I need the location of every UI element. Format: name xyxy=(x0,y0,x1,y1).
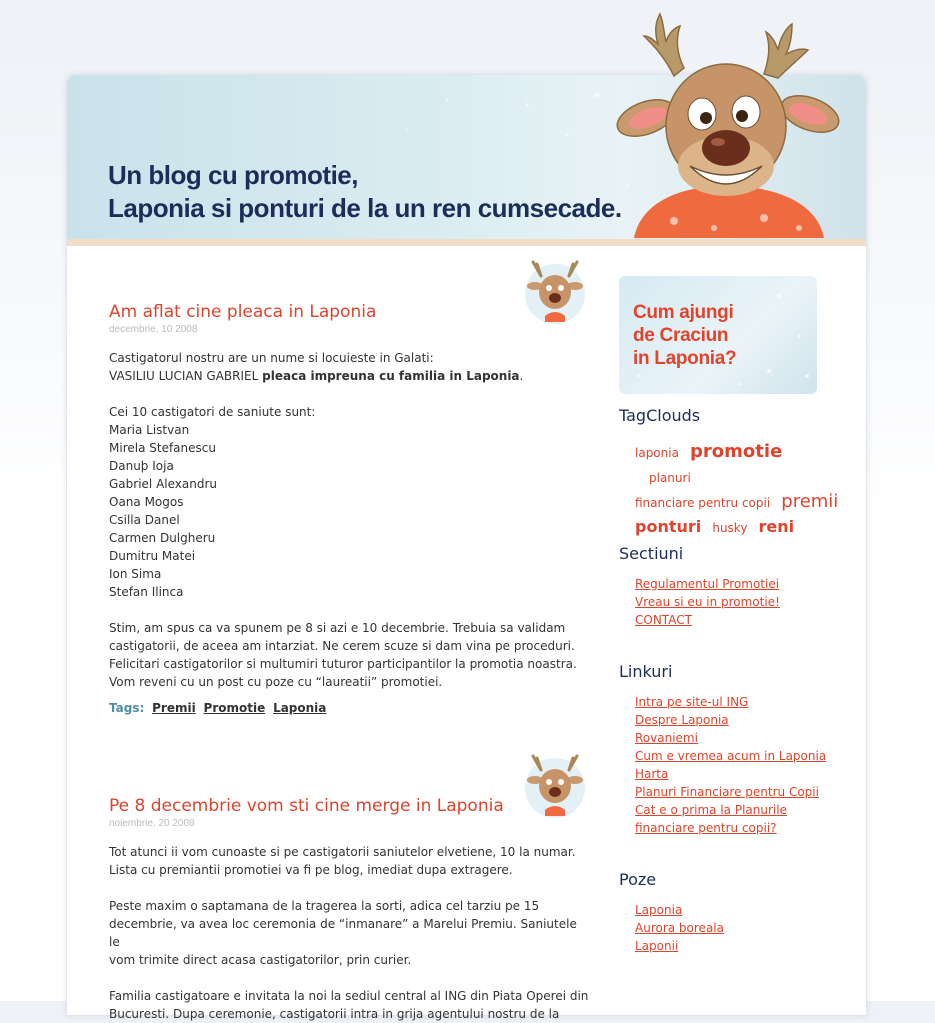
poze-heading: Poze xyxy=(619,870,657,889)
list-item: Gabriel Alexandru xyxy=(109,477,217,491)
blog-post xyxy=(109,302,589,715)
tag-link[interactable]: promotie xyxy=(690,441,783,462)
tagline-line2: Laponia si ponturi de la un ren cumsecade. xyxy=(108,193,622,223)
promo-text xyxy=(633,301,736,370)
sidebar-link[interactable]: Vreau si eu in promotie! xyxy=(635,595,780,609)
tag-link[interactable]: ponturi xyxy=(635,517,702,536)
sidebar-link[interactable]: Intra pe site-ul ING xyxy=(635,695,749,709)
list-item: Maria Listvan xyxy=(109,423,190,437)
winner-end: . xyxy=(519,369,524,383)
tag-cloud xyxy=(635,440,845,540)
header-divider xyxy=(67,239,866,246)
tag-link[interactable]: financiare pentru copii xyxy=(635,496,771,510)
sidebar-link[interactable]: CONTACT xyxy=(635,613,692,627)
sectiuni-list xyxy=(635,575,780,629)
sidebar-link[interactable]: Harta xyxy=(635,767,669,781)
sidebar-link[interactable]: Laponii xyxy=(635,939,679,953)
promo-line: Cum ajungi xyxy=(633,302,734,323)
sleds-heading: Cei 10 castigatori de saniute sunt: xyxy=(109,405,316,419)
poze-list xyxy=(635,901,724,955)
sidebar-link[interactable]: financiare pentru copii? xyxy=(635,821,777,835)
sidebar xyxy=(619,276,849,953)
post-line: castigatorii, de aceea am intarziat. Ne cerem scuze si dam vina pe proceduri. xyxy=(109,639,575,653)
post-line: Stim, am spus ca va spunem pe 8 si azi e 10 decembrie. Trebuia sa validam xyxy=(109,621,566,635)
tag-link[interactable]: planuri xyxy=(649,471,691,485)
blog-tagline xyxy=(108,159,622,225)
blog-post xyxy=(109,796,589,1023)
winner-name: VASILIU LUCIAN GABRIEL xyxy=(109,369,259,383)
post-paragraph xyxy=(109,367,589,385)
post-line: Tot atunci ii vom cunoaste si pe castigatorii saniutelor elvetiene, 10 la numar. xyxy=(109,845,576,859)
list-item: Danuþ Ioja xyxy=(109,459,174,473)
tagline-line1: Un blog cu promotie, xyxy=(108,160,358,190)
tag-link[interactable]: laponia xyxy=(635,446,679,460)
sidebar-link[interactable]: Rovaniemi xyxy=(635,731,698,745)
post-line: vom trimite direct acasa castigatorilor, prin curier. xyxy=(109,953,412,967)
sidebar-link[interactable]: Cat e o prima la Planurile xyxy=(635,803,787,817)
post-line: Familia castigatoare e invitata la noi la sediul central al ING din Piata Operei din xyxy=(109,989,589,1003)
promo-banner[interactable] xyxy=(619,276,817,394)
post-line: Vom reveni cu un post cu poze cu “laureatii” promotiei. xyxy=(109,675,443,689)
post-date: noiembrie, 20 2008 xyxy=(109,818,195,829)
sidebar-link[interactable]: Cum e vremea acum in Laponia xyxy=(635,749,827,763)
sectiuni-heading: Sectiuni xyxy=(619,544,684,563)
promo-line: in Laponia? xyxy=(633,348,737,369)
linkuri-list xyxy=(635,693,826,837)
post-paragraph: Castigatorul nostru are un nume si locuieste in Galati: xyxy=(109,351,434,365)
sidebar-link[interactable]: Laponia xyxy=(635,903,683,917)
post-body xyxy=(109,349,589,691)
tag-link[interactable]: husky xyxy=(712,521,748,535)
tag-link[interactable]: premii xyxy=(781,491,839,512)
tag-link[interactable]: Laponia xyxy=(273,701,327,715)
list-item: Oana Mogos xyxy=(109,495,184,509)
tagclouds-heading: TagClouds xyxy=(619,406,701,425)
tag-link[interactable]: reni xyxy=(758,517,795,536)
post-title[interactable]: Am aflat cine pleaca in Laponia xyxy=(109,302,377,322)
sidebar-link[interactable]: Aurora boreala xyxy=(635,921,724,935)
post-body xyxy=(109,843,589,1023)
post-line: Bucuresti. Dupa ceremonie, castigatorii intra in grija agentului nostru de la xyxy=(109,1007,560,1021)
post-line: Peste maxim o saptamana de la tragerea la sorti, adica cel tarziu pe 15 xyxy=(109,899,540,913)
promo-line: de Craciun xyxy=(633,325,729,346)
reindeer-mascot-illustration xyxy=(614,6,844,238)
reindeer-avatar-icon xyxy=(521,750,589,818)
winner-action: pleaca impreuna cu familia in Laponia xyxy=(262,369,520,383)
post-line: decembrie, va avea loc ceremonia de “inmanare” a Marelui Premiu. Saniutele le xyxy=(109,917,577,949)
sidebar-link[interactable]: Despre Laponia xyxy=(635,713,729,727)
list-item: Carmen Dulgheru xyxy=(109,531,216,545)
list-item: Csilla Danel xyxy=(109,513,180,527)
sidebar-link[interactable]: Regulamentul Promotiei xyxy=(635,577,780,591)
post-line: Felicitari castigatorilor si multumiri tuturor participantilor la promotia noastra. xyxy=(109,657,577,671)
reindeer-avatar-icon xyxy=(521,256,589,324)
tags-label: Tags: xyxy=(109,701,145,715)
post-date: decembrie, 10 2008 xyxy=(109,324,198,335)
list-item: Dumitru Matei xyxy=(109,549,196,563)
list-item: Ion Sima xyxy=(109,567,162,581)
sidebar-link[interactable]: Planuri Financiare pentru Copii xyxy=(635,785,819,799)
linkuri-heading: Linkuri xyxy=(619,662,673,681)
tag-link[interactable]: Premii xyxy=(152,701,196,715)
list-item: Mirela Stefanescu xyxy=(109,441,216,455)
post-line: Lista cu premiantii promotiei va fi pe blog, imediat dupa extragere. xyxy=(109,863,513,877)
post-tags xyxy=(109,701,589,715)
list-item: Stefan Ilinca xyxy=(109,585,184,599)
post-title[interactable]: Pe 8 decembrie vom sti cine merge in Laponia xyxy=(109,796,504,816)
tag-link[interactable]: Promotie xyxy=(203,701,266,715)
